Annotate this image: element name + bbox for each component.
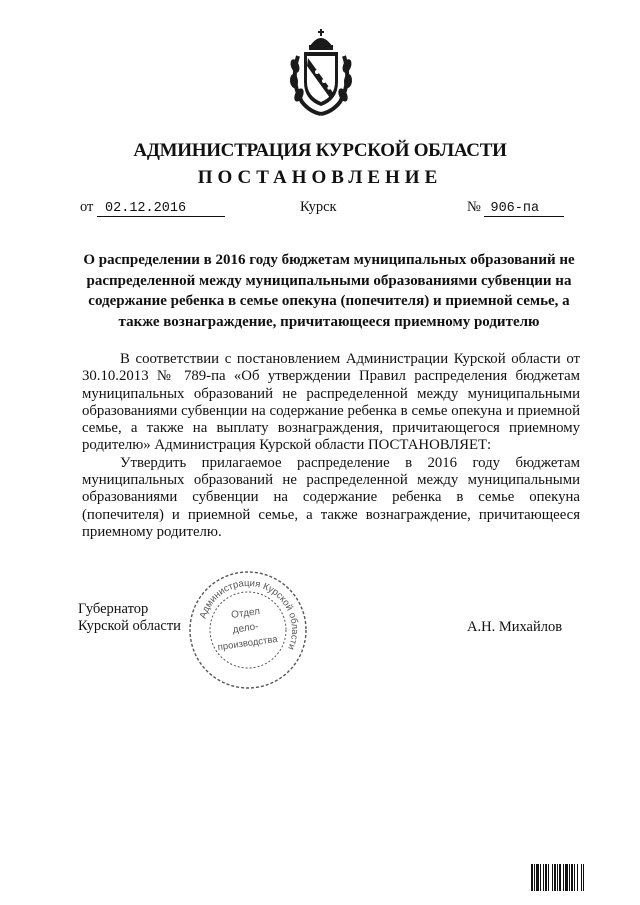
signatory-name: А.Н. Михайлов xyxy=(467,619,563,635)
date-value: 02.12.2016 xyxy=(97,201,225,217)
position-line: Губернатор xyxy=(78,601,149,617)
date-prefix: от xyxy=(80,199,94,215)
stamp-ring-text: Администрация Курской области xyxy=(197,577,301,652)
document-barcode xyxy=(531,864,626,891)
official-stamp xyxy=(184,566,312,694)
document-type: ПОСТАНОВЛЕНИЕ xyxy=(197,167,443,188)
stamp-center-line: дело- xyxy=(232,621,260,636)
signatory-position xyxy=(78,601,181,635)
document-body xyxy=(82,351,580,541)
document-date xyxy=(80,199,225,217)
stamp-center-line: Отдел xyxy=(230,606,261,621)
position-line: Курской области xyxy=(78,618,181,634)
body-paragraph: Утвердить прилагаемое распределение в 2016 году бюджетам муниципальных образований не распределенной между муниципальными образованиями субвенции на содержание ребенка в семье опекуна (попечителя) и приемной семье, а также вознаграждение, причитающееся приемному родителю. xyxy=(82,454,580,540)
document-title: О распределении в 2016 году бюджетам муниципальных образований не распределенной между муниципальными образованиями субвенции на содержание ребенка в семье опекуна (попечителя) и приемной семье, а также вознаграждение, причитающееся приемному родителю xyxy=(83,252,575,330)
organization-name: АДМИНИСТРАЦИЯ КУРСКОЙ ОБЛАСТИ xyxy=(133,140,507,161)
document-city: Курск xyxy=(300,199,337,215)
number-prefix: № xyxy=(467,199,481,215)
coat-of-arms-emblem xyxy=(288,26,354,118)
body-paragraph: В соответствии с постановлением Администрации Курской области от 30.10.2013 № 789-па «Об утверждении Правил распределения бюджетам муниципальных образований не распределенной между муниципальными образованиями субвенции на содержание ребенка в семье опекуна и приемной семье, а также на выплату вознаграждения, причитающегося приемному родителю» Администрация Курской области ПОСТАНОВЛЯЕТ: xyxy=(82,351,580,454)
number-value: 906-па xyxy=(484,201,564,217)
stamp-center-line: производства xyxy=(217,633,279,654)
document-number xyxy=(467,199,564,217)
